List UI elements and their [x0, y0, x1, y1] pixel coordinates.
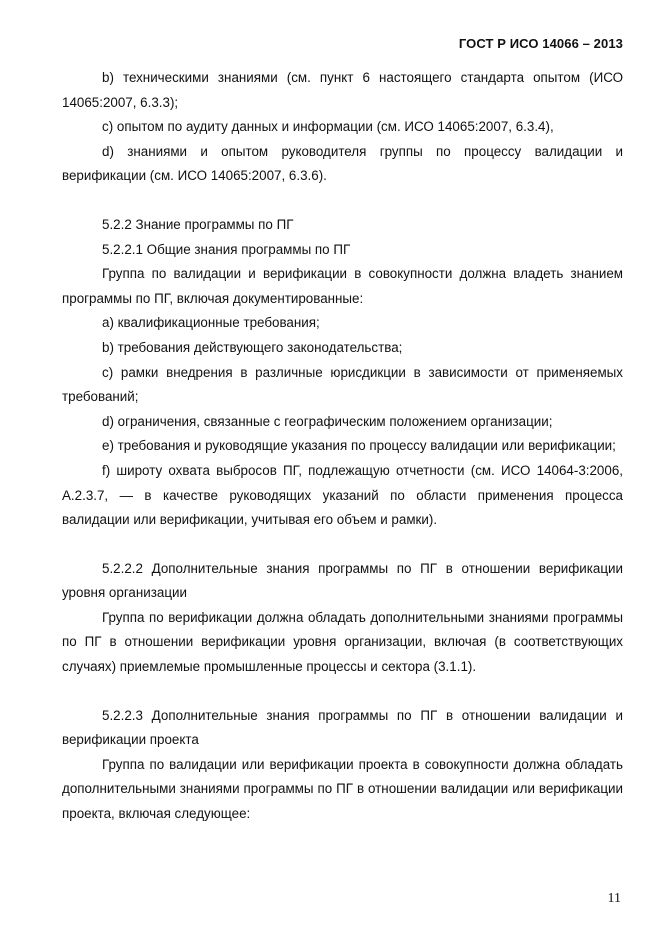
list-item-d: d) ограничения, связанные с географическим положением организации;	[102, 413, 553, 429]
list-item-d: d) знаниями и опытом руководителя группы по процессу валидации и верификации (см. ИСО 14065:2007, 6.3.6).	[62, 143, 623, 184]
spacer	[62, 189, 623, 213]
list-item-f: f) широту охвата выбросов ПГ, подлежащую отчетности (см. ИСО 14064-3:2006, А.2.3.7, — в качестве руководящих указаний по области применения процесса валидации или верификации, учитывая его объем и рамки).	[62, 462, 623, 528]
spacer	[62, 680, 623, 704]
page-number: 11	[607, 891, 621, 906]
section-heading-5-2-2-3: 5.2.2.3 Дополнительные знания программы по ПГ в отношении валидации и верификации проекта	[62, 707, 623, 748]
list-item-c: c) опытом по аудиту данных и информации (см. ИСО 14065:2007, 6.3.4),	[102, 119, 554, 135]
section-heading-5-2-2-2: 5.2.2.2 Дополнительные знания программы по ПГ в отношении верификации уровня организации	[62, 560, 623, 601]
page-body	[62, 66, 623, 827]
spacer	[62, 533, 623, 557]
body-paragraph: Группа по валидации и верификации в совокупности должна владеть знанием программы по ПГ, включая документированные:	[62, 266, 623, 306]
list-item-a: а) квалификационные требования;	[102, 315, 320, 331]
list-item-b: b) техническими знаниями (см. пункт 6 настоящего стандарта опытом (ИСО 14065:2007, 6.3.3);	[62, 70, 623, 110]
list-item-b: b) требования действующего законодательства;	[102, 339, 403, 355]
section-heading-5-2-2: 5.2.2 Знание программы по ПГ	[102, 216, 294, 232]
list-item-e: e) требования и руководящие указания по процессу валидации или верификации;	[102, 438, 616, 454]
list-item-c: c) рамки внедрения в различные юрисдикции в зависимости от применяемых требований;	[62, 364, 623, 405]
section-heading-5-2-2-1: 5.2.2.1 Общие знания программы по ПГ	[102, 241, 351, 257]
body-paragraph: Группа по верификации должна обладать дополнительными знаниями программы по ПГ в отношении верификации уровня организации, включая (в соответствующих случаях) приемлемые промышленные процессы и сектора (3.1.1).	[62, 609, 623, 675]
body-paragraph: Группа по валидации или верификации проекта в совокупности должна обладать дополнительными знаниями программы по ПГ в отношении валидации или верификации проекта, включая следующее:	[62, 756, 623, 822]
standard-header: ГОСТ Р ИСО 14066 – 2013	[458, 36, 623, 51]
